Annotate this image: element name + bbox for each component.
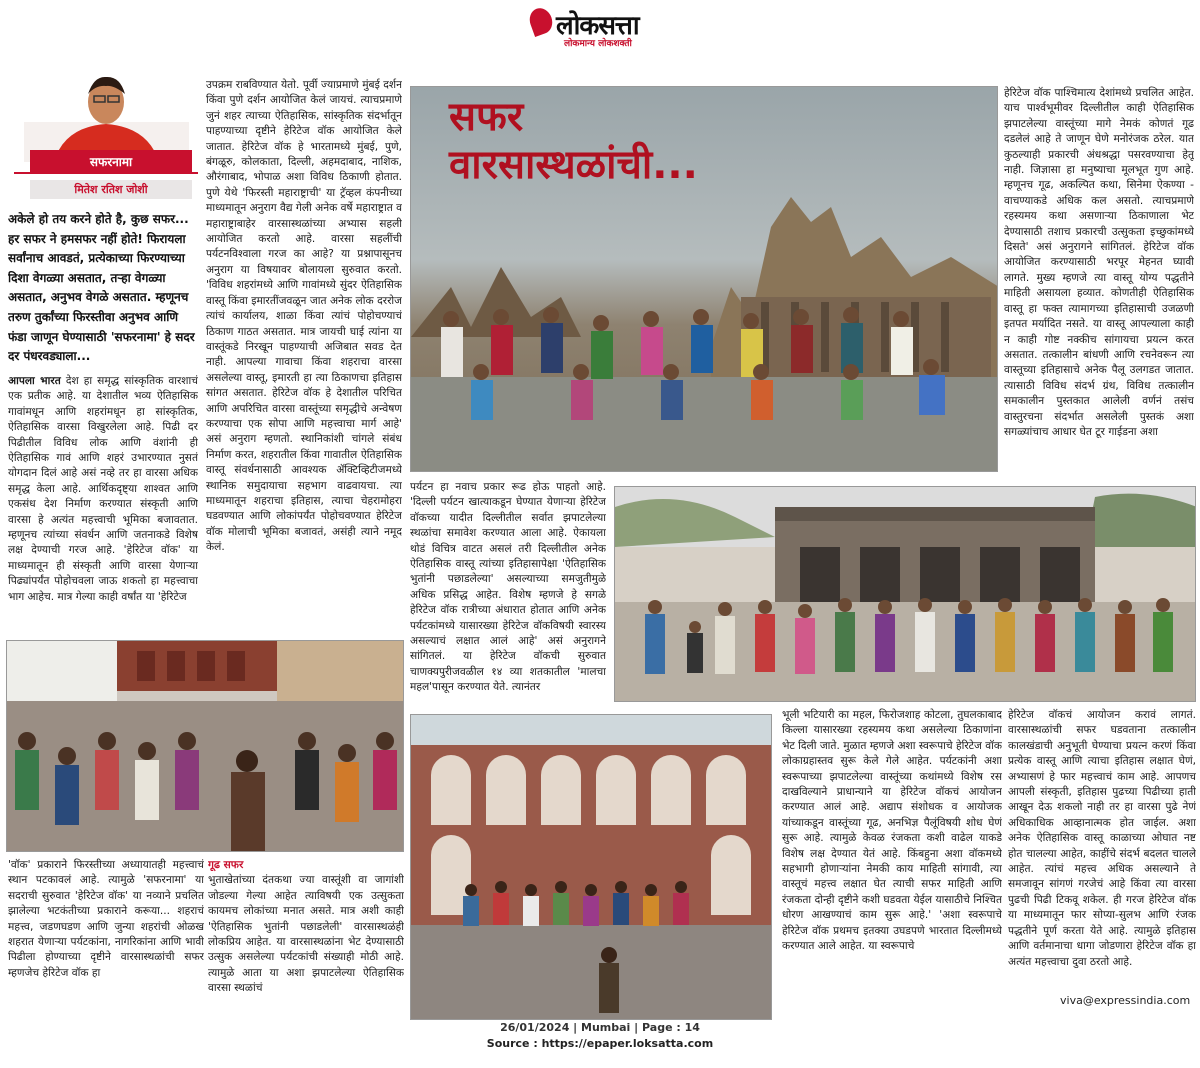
masthead <box>0 0 1200 50</box>
article-col-3: पर्यटन हा नवाच प्रकार रूढ होऊ पाहतो आहे. 'दिल्ली पर्यटन खात्याकडून घेण्यात येणाऱ्या हेरिटेज वॉकच्या यादीत दिल्लीतील सर्वात झपाटलेल्या स्थळांचा समावेश करण्यात आला आहे. ऐकायला थोडं विचित्र वाटत असलं तरी दिल्लीतील अनेक ऐतिहासिक वास्तू त्यांच्या इतिहासापेक्षा 'ऐतिहासिक भुतांनी पछाडलेल्या' असल्याच्या समजुतीमुळे अधिक प्रसिद्ध आहेत. विशेष म्हणजे हे सगळे हेरिटेज वॉक रात्रीच्या अंधारात होतात आणि अनेक पर्यटकांमध्ये यासारख्या हेरिटेज वॉकविषयी स्वारस्य असल्याचं लक्षात आलं आहे' असं अनुरागने सांगितलं. या हेरिटेज वॉकची सुरुवात चाणक्यपुरीजवळील १४ व्या शतकातील 'मालचा महल'पासून करण्यात येते. त्यानंतर <box>410 481 606 694</box>
footer <box>0 1020 1200 1052</box>
footer-dateline: 26/01/2024 | Mumbai | Page : 14 <box>500 1021 700 1034</box>
badge-rule <box>14 172 198 174</box>
headline-line-2: वारसास्थळांची... <box>449 142 698 188</box>
caves-scene <box>615 487 1196 702</box>
article-col-1 <box>8 374 198 632</box>
logo-flame-icon <box>526 5 556 37</box>
footer-source[interactable]: Source : https://epaper.loksatta.com <box>486 1037 714 1050</box>
article-col-8: हेरिटेज वॉकचं आयोजन करावं लागतं. वारसास्थळांची सफर घडवताना तत्कालीन कालखंडाची अनुभूती घेण्याचा प्रयत्न करणं किंवा प्रत्येक वास्तू आणि त्याचा इतिहास लक्षात घेणं, अभ्यासणं हे फार महत्त्वाचं काम आहे. आपणच आपली संस्कृती, इतिहास पुढच्या पिढीच्या हाती आखून देऊ शकलो नाही तर हा वारसा पुढे नेणं अधिकाधिक आव्हानात्मक होत जाईल. अशा अनेक ऐतिहासिक वास्तू काळाच्या ओघात नष्ट होत चालल्या आहेत, काहींचे संदर्भ बदलत चालले आहेत. त्यांचं महत्त्व अधिक असल्याने ते समजावून सांगणं गरजेचं आहे किंवा त्या वारसा पुढची पिढी टिकवू शकेल. ही गरज हेरिटेज वॉक या माध्यमातून फार सोप्या-सुलभ आणि रंजक पद्धतीने पूर्ण करता येते आहे. त्यामुळे इतिहास आणि वर्तमानाचा धागा जोडणारा हेरिटेज वॉक हा अत्यंत महत्त्वाचा दुवा ठरतो आहे. <box>1008 709 1196 968</box>
author-photo <box>14 72 199 162</box>
headline <box>449 93 698 189</box>
author-email[interactable]: viva@expressindia.com <box>1060 994 1191 1007</box>
column-intro: अकेले हो तय करने होते है, कुछ सफर... हर सफर ने हमसफर नहीं होते! फिरायला सर्वांनाच आवडतं, प्रत्येकाच्या फिरण्याच्या दिशा वेगळ्या असतात, तऱ्हा वेगळ्या असतात, अनुभव वेगळे असतात. म्हणूनच तरुण तुर्कांच्या फिरस्तीवा अनुभव आणि फंडा जाणून घेण्यासाठी 'सफरनामा' हे सदर दर पंधरवड्याला... <box>8 212 195 364</box>
arches-scene <box>411 715 772 1020</box>
headline-line-1: सफर <box>449 94 524 140</box>
article-col-5: 'वॉक' प्रकाराने फिरस्तीच्या अध्यायातही महत्त्वाचं स्थान पटकावलं आहे. त्यामुळे 'सफरनामा' या सदराची सुरुवात 'हेरिटेज वॉक' या नव्याने प्रचलित झालेल्या भटकंतीच्या प्रकाराने करूया... शहराचं महत्त्व, जडणघडण आणि जुन्या शहरांची ओळख शहरात येणाऱ्या पर्यटकांना, नागरिकांना आणि भावी पिढीला होण्याच्या दृष्टीने वारसास्थळांची सफर म्हणजेच हेरिटेज वॉक हा <box>8 859 204 979</box>
hampi-group-photo <box>410 86 998 472</box>
loksatta-logo[interactable] <box>530 6 670 49</box>
arches-group-photo <box>410 714 772 1020</box>
article-col-6 <box>208 858 404 1020</box>
col1-text: देश हा समृद्ध सांस्कृतिक वारशाचं एक प्रतीक आहे. या देशातील भव्य ऐतिहासिक गावांमधून आणि शहरांमधून हा सांस्कृतिक, ऐतिहासिक वारसा विखुरलेला आहे. पिढी दर पिढीतील विविध लोक आणि वंशांनी ही ऐतिहासिक गावं आणि शहरं उभारण्यात नुसतं योगदान दिलं आहे असं नव्हे तर हा वारसा अधिक समृद्ध केला आहे. आर्थिकदृष्ट्या शाश्वत आणि एकसंध देश निर्माण करण्यात संस्कृती आणि वारसा हे अत्यंत महत्त्वाची भूमिका बजावतात. म्हणूनच त्यांच्या संवर्धन आणि जतनाकडे विशेष लक्ष देण्याची गरज आहे. 'हेरिटेज वॉक' या माध्यमातून ही संस्कृती आणि वारसा येणाऱ्या पिढ्यांपर्यंत पोहोचवला जाऊ शकतो हा महत्त्वाचा भाग आहेच. मात्र गेल्या काही वर्षांत या 'हेरिटेज <box>8 375 198 603</box>
wada-scene <box>7 641 404 852</box>
lead-in: आपला भारत <box>8 375 61 387</box>
wada-courtyard-photo <box>6 640 404 852</box>
author-name: मितेश रतिश जोशी <box>30 180 192 199</box>
col6-text: भुताखेतांच्या दंतकथा ज्या वास्तूंशी वा जागांशी जोडल्या गेल्या आहेत त्याविषयी एक उत्सुकता कायमच लोकांच्या मनात असते. मात्र अशी काही 'ऐतिहासिक भुतांनी पछाडलेली' वारसास्थळंही लोकप्रिय आहेत. या वारसास्थळांना भेट देण्यासाठी उत्सुक असलेल्या पर्यटकांची संख्याही मोठी आहे. त्यामुळे आता या अशा झपाटलेल्या ऐतिहासिक वारसा स्थळांचं <box>208 874 404 995</box>
column-badge: सफरनामा <box>30 150 192 173</box>
logo-tagline: लोकमान्य लोकशक्ती <box>564 39 632 49</box>
subhead-gudh-safar: गूढ सफर <box>208 859 244 871</box>
logo-name: लोकसत्ता <box>556 11 639 41</box>
article-col-7: भूली भटियारी का महल, फिरोजशाह कोटला, तुघलकाबाद किल्ला यासारख्या रहस्यमय कथा असलेल्या ठिकाणांना भेट दिली जाते. मुळात म्हणजे अशा स्वरूपाचे हेरिटेज वॉक लोकाग्रहास्तव सुरू केले गेले आहेत. पर्यटकांनी अशा स्वरूपाच्या झपाटलेल्या वास्तूंच्या कथांमध्ये विशेष रस दाखविल्याने प्राधान्याने या हेरिटेज वॉकचं आयोजन करण्यात आलं आहे. अद्याप संशोधक व आयोजक यांच्याकडून वास्तूंच्या गूढ, अनभिज्ञ पैलूंविषयी शोध घेणं सुरू आहे. त्यामुळे केवळ रंजकता कशी वाढेल याकडे विशेष लक्ष देण्यात येतं आहे. किंबहुना अशा वॉकमध्ये सहभागी होणाऱ्यांना नेमकी काय माहिती सांगावी, त्या वास्तूचं महत्त्व लक्षात घेत त्याची सफर माहिती आणि रंजकता दोन्ही दृष्टीने कशी घडवता येईल यासाठीचे निश्चित धोरण आखण्याचं काम सुरू आहे.' 'अशा स्वरूपाचे हेरिटेज वॉक प्रथमच इतक्या उघडपणे भारतात दिल्लीमध्ये करण्यात आले आहेत. या स्वरूपाचे <box>782 709 1002 953</box>
article-col-2: उपक्रम राबविण्यात येतो. पूर्वी ज्याप्रमाणे मुंबई दर्शन किंवा पुणे दर्शन आयोजित केलं जायचं. त्याचप्रमाणे जुनं शहर त्याच्या ऐतिहासिक, सांस्कृतिक संदर्भातून पाहण्याच्या दृष्टीने हेरिटेज वॉक आयोजित केले जातात. हेरिटेज वॉक हे भारतामध्ये मुंबई, पुणे, बंगळूरु, कोलकाता, दिल्ली, अहमदाबाद, नाशिक, औरंगाबाद, भोपाळ अशा विविध ठिकाणी होतात. पुणे येथे 'फिरस्ती महाराष्ट्राची' या ट्रॅव्हल कंपनीच्या माध्यमातून अनुराग वैद्य गेली अनेक वर्षे महाराष्ट्रात व महाराष्ट्राबाहेर वारसास्थळांच्या अभ्यास सहली आयोजित करतो आहे. वारसा सहलींची पर्यटनविश्वाला गरज का आहे? या प्रश्नापासूनच अनुराग या विषयावर बोलायला सुरुवात करतो. 'विविध शहरांमध्ये आणि गावांमध्ये सुंदर ऐतिहासिक वास्तू किंवा इमारतींजवळून जात अनेक लोक दररोज त्यांचं कार्यालय, शाळा किंवा त्यांचं पोहोचण्याचं ठिकाण गाठत असतात. मात्र जायची घाई त्यांना या वास्तूंकडे निरखून पाहण्याची अजिबात सवड देत नाही. आपल्या गावाचा किंवा शहराचा वारसा असलेल्या वास्तू, इमारती हा त्या ठिकाणचा इतिहास सांगत असतात. हेरिटेज वॉक हे देशातील परिचित आणि अपरिचित वारसा वास्तूंच्या समृद्धीचे अन्वेषण करण्याचा एक सोपा आणि महत्त्वाचा मार्ग आहे' असं अनुराग म्हणतो. स्थानिकांशी चांगले संबंध निर्माण करत, शहरातील किंवा गावातील ऐतिहासिक वास्तू संवर्धनासाठी आवश्यक ॲक्टिव्हिटीजमध्ये स्थानिक समुदायाचा सहभाग वाढवायचा. त्या माध्यमातून शहराचा इतिहास, त्याचा चेहरामोहरा घडवण्यात आणि लोकांपर्यंत पोहोचवण्यात हेरिटेज वॉक मोलाची भूमिका बजावतं, असंही त्याने नमूद केलं. <box>206 79 402 554</box>
author-portrait <box>14 72 199 162</box>
article-col-4: हेरिटेज वॉक पाश्चिमात्य देशांमध्ये प्रचलित आहेत. याच पार्श्वभूमीवर दिल्लीतील काही ऐतिहासिक झपाटलेल्या वास्तूंच्या मागे नेमकं कोणतं गूढ दडलेलं आहे ते जाणून घेणे मनोरंजक ठरेल. यात कुठल्याही प्रकारची अंधश्रद्धा पसरवण्याचा हेतू नाही. जिज्ञासा हा मनुष्याचा मूलभूत गुण आहे. म्हणूनच गूढ, अकल्पित कथा, सिनेमा ऐकण्या - वाचण्याकडे अधिक कल असतो. त्याचप्रमाणे रहस्यमय कथा असणाऱ्या ठिकाणाला भेट देण्यासाठी तशाच प्रकारची उत्सुकता इच्छुकांमध्ये दिसते' असं अनुरागने सांगितलं. हेरिटेज वॉक आयोजित करण्यासाठी भरपूर मेहनत घ्यावी लागते. मुख्य म्हणजे त्या वास्तू योग्य पद्धतीने माहिती असायला हव्यात. कोणतीही ऐतिहासिक वास्तू हा फक्त त्यामागच्या इतिहासाची उजळणी इतपत मर्यादित नसते. या वास्तू आपल्याला काही न काही गोष्ट नक्कीच सांगायचा प्रयत्न करत असतात. तत्कालीन बांधणी आणि रचनेवरून त्या वास्तूच्या इतिहासाचे अनेक पैलू उलगडत जातात. त्यासाठी विविध संदर्भ ग्रंथ, विविध तत्कालीन समकालीन पुस्तकात आलेली वर्णनं तसंच वास्तुरचना संदर्भात असलेली पुस्तकं अशा सगळ्यांचाच आधार घेत टूर गाईडना अशा <box>1004 87 1194 438</box>
caves-group-photo <box>614 486 1196 702</box>
